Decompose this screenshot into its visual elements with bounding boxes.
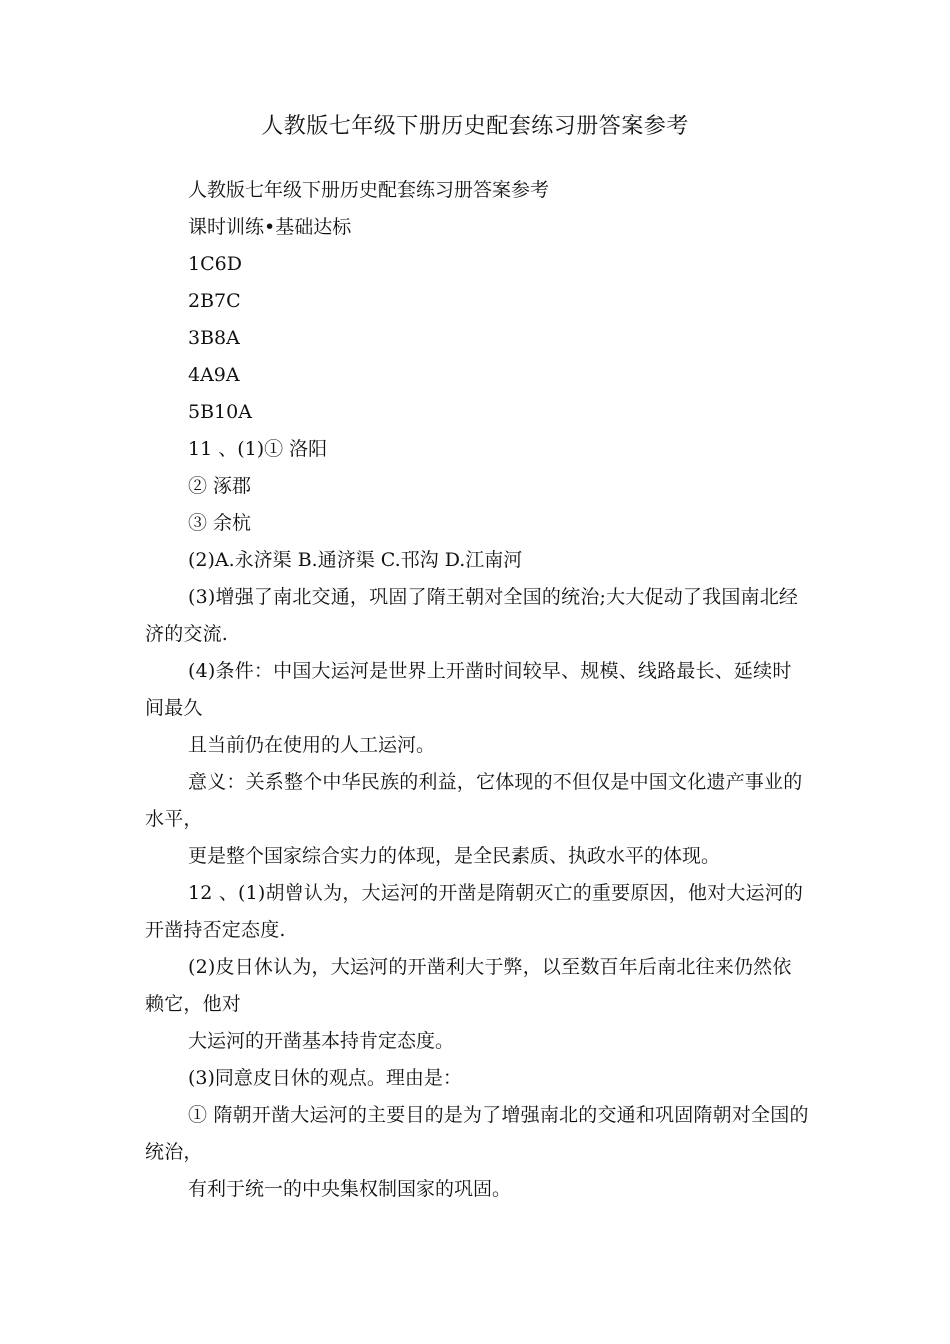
answer-line: 1C6D <box>188 253 242 275</box>
answer-paragraph: 12 、(1)胡曾认为，大运河的开凿是隋朝灭亡的重要原因，他对大运河的开凿持否定态度. <box>145 882 804 941</box>
answer-line: 4A9A <box>188 364 240 386</box>
answer-line: 且当前仍在使用的人工运河。 <box>188 734 436 756</box>
answer-line: 3B8A <box>188 327 240 349</box>
answer-paragraph: 意义：关系整个中华民族的利益，它体现的不但仅是中国文化遗产事业的水平， <box>145 771 803 830</box>
document-body <box>145 172 810 1208</box>
body-line: 人教版七年级下册历史配套练习册答案参考 <box>188 179 550 201</box>
answer-line: 大运河的开凿基本持肯定态度。 <box>188 1030 455 1052</box>
answer-line: 有利于统一的中央集权制国家的巩固。 <box>188 1178 512 1200</box>
answer-line: 11 、(1)① 洛阳 <box>188 438 328 460</box>
answer-paragraph: ① 隋朝开凿大运河的主要目的是为了增强南北的交通和巩固隋朝对全国的统治， <box>145 1104 809 1163</box>
answer-paragraph: (2)皮日休认为，大运河的开凿利大于弊，以至数百年后南北往来仍然依赖它，他对 <box>145 956 792 1015</box>
answer-line: (2)A.永济渠 B.通济渠 C.邗沟 D.江南河 <box>188 549 523 571</box>
page-title: 人教版七年级下册历史配套练习册答案参考 <box>261 114 689 139</box>
answer-paragraph: (4)条件：中国大运河是世界上开凿时间较早、规模、线路最长、延续时间最久 <box>145 660 792 719</box>
answer-line: (3)同意皮日休的观点。理由是： <box>188 1067 462 1089</box>
answer-line: 5B10A <box>188 401 252 423</box>
answer-paragraph: (3)增强了南北交通，巩固了隋王朝对全国的统治;大大促动了我国南北经济的交流. <box>145 586 799 645</box>
answer-line: ② 涿郡 <box>188 475 252 497</box>
answer-line: ③ 余杭 <box>188 512 252 534</box>
answer-line: 2B7C <box>188 290 241 312</box>
section-heading: 课时训练•基础达标 <box>188 216 352 238</box>
answer-line: 更是整个国家综合实力的体现，是全民素质、执政水平的体现。 <box>188 845 721 867</box>
